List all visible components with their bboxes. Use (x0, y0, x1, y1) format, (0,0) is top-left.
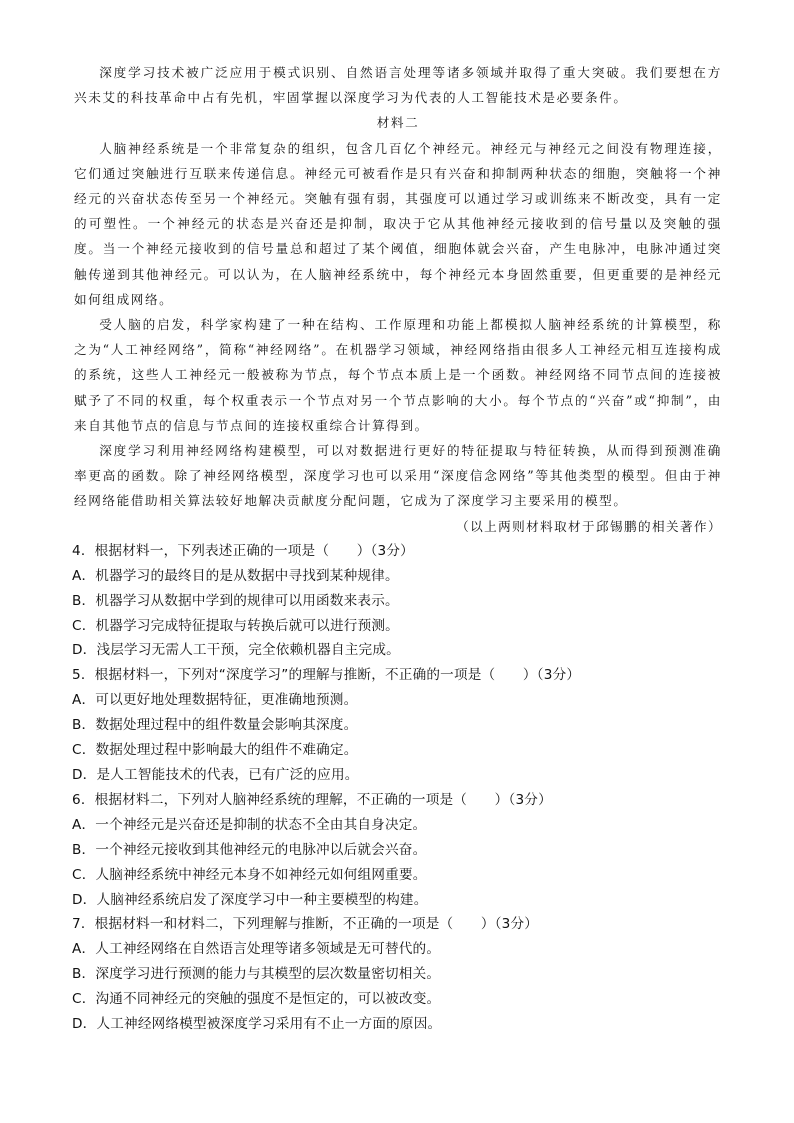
option-a: A．可以更好地处理数据特征，更准确地预测。 (72, 692, 358, 709)
option-d: D．人工神经网络模型被深度学习采用有不止一方面的原因。 (72, 1016, 442, 1033)
option-b: B．深度学习进行预测的能力与其模型的层次数量密切相关。 (72, 966, 441, 983)
question-stem: 6．根据材料二，下列对人脑神经系统的理解，不正确的一项是（ ）（3分） (72, 791, 552, 808)
question-7 (74, 912, 722, 1037)
question-stem: 5．根据材料一，下列对“深度学习”的理解与推断，不正确的一项是（ ）（3分） (72, 667, 581, 684)
option-a: A．机器学习的最终目的是从数据中寻找到某种规律。 (72, 567, 399, 584)
material-source-note: （以上两则材料取材于邱锡鹏的相关著作） (456, 518, 722, 534)
option-c: C．数据处理过程中影响最大的组件不难确定。 (72, 742, 358, 759)
exam-page (74, 60, 722, 1037)
option-a: A．一个神经元是兴奋还是抑制的状态不全由其自身决定。 (72, 816, 427, 833)
option-b: B．数据处理过程中的组件数量会影响其深度。 (72, 717, 358, 734)
question-list (74, 539, 722, 1037)
question-5 (74, 663, 722, 788)
material-two-paragraph-2: 受人脑的启发，科学家构建了一种在结构、工作原理和功能上都模拟人脑神经系统的计算模型，称之为“人工神经网络”，简称“神经网络”。在机器学习领域，神经网络指由很多人工神经元相互连接构成的系统，这些人工神经元一般被称为节点，每个节点本质上是一个函数。神经网络不同节点间的连接被赋予了不同的权重，每个权重表示一个节点对另一个节点影响的大小。每个节点的“兴奋”或“抑制”，由来自其他节点的信息与节点间的连接权重综合计算得到。 (74, 317, 722, 433)
material-two-title: 材料二 (376, 115, 420, 131)
material-two-paragraph-1: 人脑神经系统是一个非常复杂的组织，包含几百亿个神经元。神经元与神经元之间没有物理连接，它们通过突触进行互联来传递信息。神经元可被看作是只有兴奋和抑制两种状态的细胞，突触将一个神经元的兴奋状态传至另一个神经元。突触有强有弱，其强度可以通过学习或训练来不断改变，具有一定的可塑性。一个神经元的状态是兴奋还是抑制，取决于它从其他神经元接收到的信号量以及突触的强度。当一个神经元接收到的信号量总和超过了某个阈值，细胞体就会兴奋，产生电脉冲，电脉冲通过突触传递到其他神经元。可以认为，在人脑神经系统中，每个神经元本身固然重要，但更重要的是神经元如何组成网络。 (74, 140, 722, 307)
option-a: A．人工神经网络在自然语言处理等诸多领域是无可替代的。 (72, 941, 441, 958)
option-d: D．是人工智能技术的代表，已有广泛的应用。 (72, 767, 359, 784)
question-stem: 4．根据材料一，下列表述正确的一项是（ ）（3分） (72, 542, 414, 559)
option-c: C．沟通不同神经元的突触的强度不是恒定的，可以被改变。 (72, 991, 441, 1008)
option-b: B．机器学习从数据中学到的规律可以用函数来表示。 (72, 592, 399, 609)
material-one-tail-paragraph: 深度学习技术被广泛应用于模式识别、自然语言处理等诸多领域并取得了重大突破。我们要想在方兴未艾的科技革命中占有先机，牢固掌握以深度学习为代表的人工智能技术是必要条件。 (74, 65, 722, 106)
option-c: C．人脑神经系统中神经元本身不如神经元如何组网重要。 (72, 866, 427, 883)
option-c: C．机器学习完成特征提取与转换后就可以进行预测。 (72, 617, 399, 634)
question-4 (74, 539, 722, 664)
option-d: D．人脑神经系统启发了深度学习中一种主要模型的构建。 (72, 891, 428, 908)
option-d: D．浅层学习无需人工干预，完全依赖机器自主完成。 (72, 642, 400, 659)
option-b: B．一个神经元接收到其他神经元的电脉冲以后就会兴奋。 (72, 841, 427, 858)
question-6 (74, 788, 722, 913)
question-stem: 7．根据材料一和材料二，下列理解与推断，不正确的一项是（ ）（3分） (72, 916, 539, 933)
material-two-paragraph-3: 深度学习利用神经网络构建模型，可以对数据进行更好的特征提取与特征转换，从而得到预测准确率更高的函数。除了神经网络模型，深度学习也可以采用“深度信念网络”等其他类型的模型。但由于神经网络能借助相关算法较好地解决贡献度分配问题，它成为了深度学习主要采用的模型。 (74, 443, 722, 509)
